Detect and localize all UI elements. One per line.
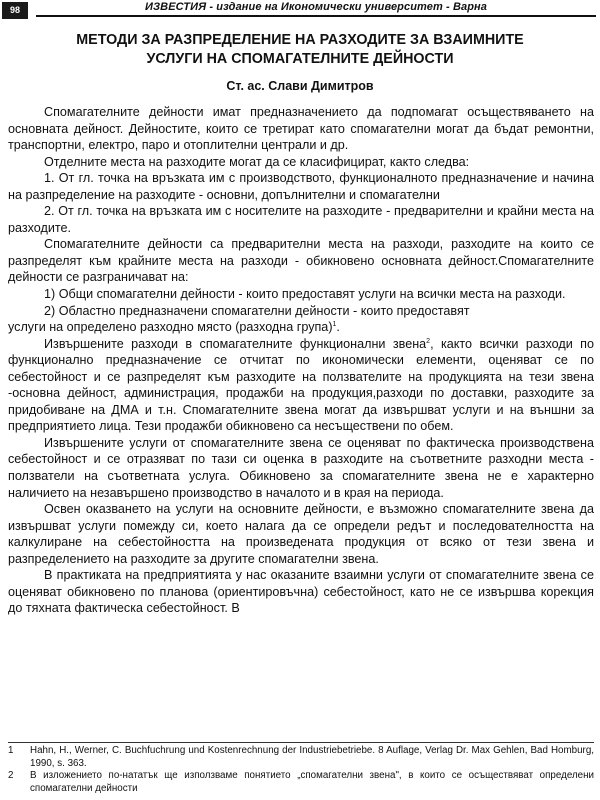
paragraph-text: , както всички разходи по функционално предназначение се отчитат по икономически елементи, оценяват се по себестойност и се разпределят към разходите на ползвателите на продукцията на тези звена -основна дейност, администрация, продажби на продукция,разходи по доставки, разходите за придобиване на ДМА и т.н. Спомагателните звена могат да извършват услуги и на външни за предприятието лица. Тези продажби обикновено са несъществени по обем.: [8, 336, 594, 434]
footnote-text: В изложението по-нататък ще използваме понятието „спомагателни звена", в които се осъществяват определени спомагателни дейности: [30, 770, 594, 794]
paragraph: Отделните места на разходите могат да се класифицират, както следва:: [44, 154, 470, 169]
page-header: [0, 0, 600, 20]
paragraph-text: .: [336, 320, 340, 335]
paragraph: Извършените услуги от спомагателните звена се оценяват по фактическа производствена себестойност и се отразяват по тази си оценка в разходите на съответните разходни места - ползватели на съответната услуга. Обикновено за спомагателните звена не е характерно наличието на незавършено производство в началото и в края на периода.: [8, 435, 594, 500]
paragraph: 2. От гл. точка на връзката им с носителите на разходите - предварителни и крайни места на разходите.: [8, 204, 594, 235]
footnote-text: Hahn, H., Werner, C. Buchfuchrung und Kostenrechnung der Industriebetriebe. 8 Auflage, Verlag Dr. Max Gehlen, Bad Homburg, 1990, s. 363.: [30, 745, 594, 769]
paragraph: Спомагателните дейности имат предназначението да подпомагат осъществяването на основната дейност. Дейностите, които се третират като спомагателни могат да бъдат ремонтни, транспортни, електро, паро и отоплителни централи и др.: [8, 105, 594, 153]
footnote-rule: [8, 742, 594, 743]
paragraph: 1. От гл. точка на връзката им с производството, функционалното предназначение и начина на разпределение на разходите - основни, допълнителни и спомагателни: [8, 171, 594, 202]
paragraph: Спомагателните дейности са предварителни места на разходи, разходите на които се разпределят към крайните места на разходи - обикновено основната дейност.Спомагателните дейности се разграничават на:: [8, 237, 594, 285]
paragraph: Освен оказването на услуги на основните дейности, е възможно спомагателните звена да извършват услуги помежду си, което налага да се определи редът и последователността на калкулиране на себестойността на произведената продукция от всяко от тези звена и разпределението на разходите за другите спомагателни звена.: [8, 502, 594, 566]
footnote-mark: 2: [8, 770, 14, 782]
footnote: [8, 770, 594, 795]
footnote-ref: 1: [332, 320, 337, 328]
header-rule: [36, 15, 596, 17]
paragraph-continuation: [8, 319, 594, 336]
footnote-ref: 2: [426, 337, 431, 345]
paragraph-text: Извършените разходи в спомагателните функционални звена: [44, 336, 427, 351]
paragraph-text: услуги на определено разходно място (разходна група): [8, 320, 333, 335]
article-title: [20, 31, 580, 68]
footnote: [8, 745, 594, 770]
running-head: ИЗВЕСТИЯ - издание на Икономически университет - Варна: [144, 1, 487, 13]
title-line-1: МЕТОДИ ЗА РАЗПРЕДЕЛЕНИЕ НА РАЗХОДИТЕ ЗА ВЗАИМНИТЕ: [76, 32, 524, 48]
paragraph: 1) Общи спомагателни дейности - които предоставят услуги на всички места на разходи.: [44, 287, 566, 302]
article-body: [8, 104, 594, 617]
paragraph: 2) Областно предназначени спомагателни дейности - които предоставят: [44, 303, 470, 318]
paragraph: [8, 336, 594, 435]
page-number: 98: [2, 2, 28, 19]
paragraph: В практиката на предприятията у нас оказаните взаимни услуги от спомагателните звена се оценяват обикновено по планова (ориентировъчна) себестойност, като не се извършва корекция до тяхната фактическа себестойност. В: [8, 568, 594, 616]
author-line: Ст. ас. Слави Димитров: [226, 79, 374, 93]
title-line-2: УСЛУГИ НА СПОМАГАТЕЛНИТЕ ДЕЙНОСТИ: [146, 50, 454, 67]
footnotes: [8, 745, 594, 795]
footnote-mark: 1: [8, 745, 14, 756]
